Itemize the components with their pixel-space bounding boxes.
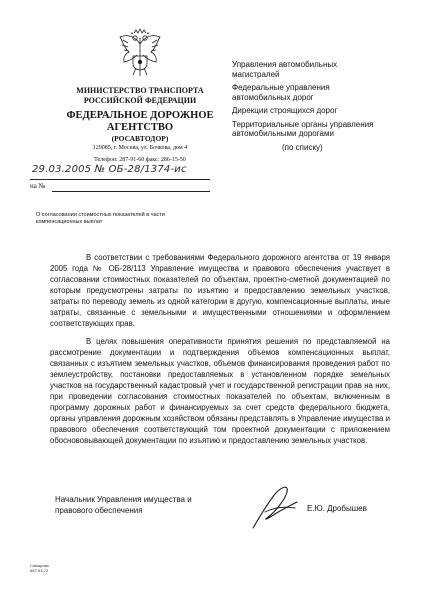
signer-name: Е.Ю. Дробышев xyxy=(307,504,367,513)
ministry-name: МИНИСТЕРСТВО ТРАНСПОРТА РОССИЙСКОЙ ФЕДЕРАЦИИ xyxy=(76,86,204,105)
footer-executor: Самарово xyxy=(30,563,49,568)
document-footer xyxy=(30,563,90,573)
recipient-item: Дирекции строящихся дорог xyxy=(232,106,338,115)
reference-blank-line xyxy=(52,191,210,192)
outgoing-date-number-field xyxy=(30,165,210,180)
letter-subject: О согласовании стоимостных показателей в части компенсационных выплат xyxy=(36,212,165,225)
footer-phone: 687-93-72 xyxy=(30,568,49,573)
agency-abbreviation: (РОСАВТОДОР) xyxy=(111,134,169,143)
signer-title: Начальник Управления имущества и правового обеспечения xyxy=(55,495,192,515)
recipient-item: Федеральные управления автомобильных дорог xyxy=(232,83,330,102)
agency-phone: Телефон: 287-91-60 факс: 286-15-50 xyxy=(94,157,186,163)
outgoing-date-number: 29.03.2005 № ОБ-28/1374-ис xyxy=(32,164,187,175)
recipients-note: (по списку) xyxy=(282,142,323,152)
reference-number-field xyxy=(30,182,210,194)
recipient-item: Территориальные органы управления автомобильными дорогами xyxy=(232,119,374,138)
coat-of-arms-icon xyxy=(117,28,163,78)
signature-icon xyxy=(245,482,305,530)
reference-prefix: на № xyxy=(30,182,46,190)
body-paragraph-1: В соответствии с требованиями Федерального дорожного агентства от 19 января 2005 года № ОБ-28/113 Управление имущества и правового обеспечения участвует в согласовании стоимостных показателей по объектам, проектно-сметной документацией по которым предусмотрены затраты по изъятию и предоставлению земельных участков, затраты по переводу земель из одной категории в другую, компенсационные выплаты, иные затраты, связанные с земельными и имущественными отношениями и оформлением соответствующих прав. xyxy=(50,253,390,328)
recipient-item: Управления автомобильных магистралей xyxy=(232,60,338,79)
body-paragraph-2: В целях повышения оперативности принятия решения по представляемой на рассмотрение документации и подтверждения объемов компенсационных выплат, связанных с изъятием земельных участков, объемов финансирования проведения работ по землеустройству, постановки предоставляемых в установленном порядке земельных участков на государственный кадастровый учет и государственной регистрации прав на них, при проведении согласования стоимостных показателей по объектам, включенным в программу дорожных работ и финансируемых за счет средств федерального бюджета, органы управления дорожным хозяйством обязаны представлять в Управление имущества и правового обеспечения соответствующий том проектной документации с приложением обоснововывающей документации по изъятию и предоставлению земельных участков. xyxy=(50,337,390,445)
agency-address: 129085, г. Москва, ул. Бочкова, дом 4 xyxy=(92,145,188,151)
recipients-block xyxy=(232,60,382,152)
agency-name: ФЕДЕРАЛЬНОЕ ДОРОЖНОЕ АГЕНТСТВО xyxy=(66,110,214,133)
